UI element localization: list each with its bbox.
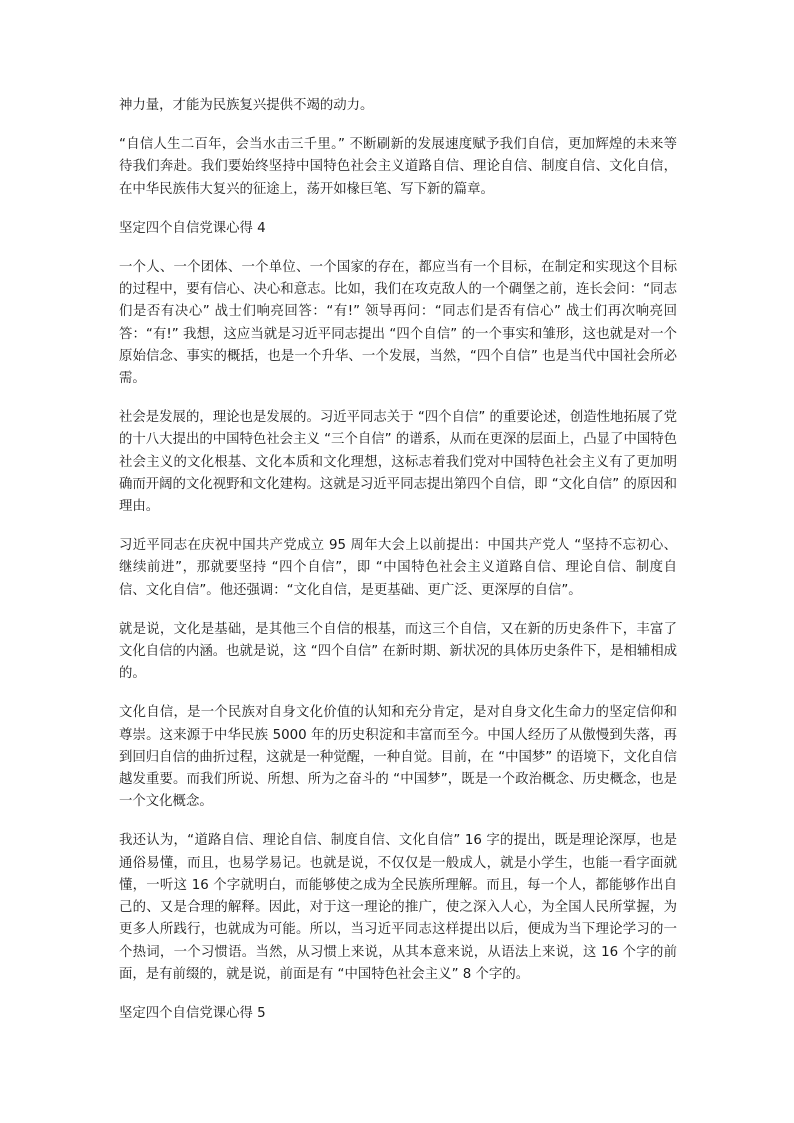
section-heading-4: 坚定四个自信党课心得 4 — [119, 220, 266, 236]
document-body — [119, 95, 677, 1042]
section-heading-5: 坚定四个自信党课心得 5 — [119, 1005, 266, 1021]
paragraph-6: 就是说，文化是基础，是其他三个自信的根基，而这三个自信，又在新的历史条件下，丰富了文化自信的内涵。也就是说，这 “四个自信” 在新时期、新状况的具体历史条件下，是相辅相成的。 — [119, 621, 678, 682]
paragraph-2: “自信人生二百年，会当水击三千里。” 不断刷新的发展速度赋予我们自信，更加辉煌的未来等待我们奔赴。我们要始终坚持中国特色社会主义道路自信、理论自信、制度自信、文化自信，在中华民族伟大复兴的征途上，荡开如椽巨笔、写下新的篇章。 — [119, 137, 677, 197]
paragraph-1: 神力量，才能为民族复兴提供不竭的动力。 — [119, 98, 374, 113]
paragraph-4: 社会是发展的，理论也是发展的。习近平同志关于 “四个自信” 的重要论述，创造性地拓展了党的十八大提出的中国特色社会主义 “三个自信” 的谱系，从而在更深的层面上，凸显了中国特色社会主义的文化根基、文化本质和文化理想，这标志着我们党对中国特色社会主义有了更加明确而开阔的文化视野和文化建构。这就是习近平同志提出第四个自信，即 “文化自信” 的原因和理由。 — [119, 410, 678, 515]
paragraph-8: 我还认为，“道路自信、理论自信、制度自信、文化自信” 16 字的提出，既是理论深厚，也是通俗易懂，而且，也易学易记。也就是说，不仅仅是一般成人，就是小学生，也能一看字面就懂，一听这 16 个字就明白，而能够使之成为全民族所理解。而且，每一个人，都能够作出自己的、又是合理的解释。因此，对于这一理论的推广，使之深入人心，为全国人民所掌握，为更多人所践行，也就成为可能。所以，当习近平同志这样提出以后，便成为当下理论学习的一个热词，一个习惯语。当然，从习惯上来说，从其本意来说，从语法上来说，这 16 个字的前面，是有前缀的，就是说，前面是有 “中国特色社会主义” 8 个字的。 — [119, 833, 677, 982]
paragraph-7: 文化自信，是一个民族对自身文化价值的认知和充分肯定，是对自身文化生命力的坚定信仰和尊崇。这来源于中华民族 5000 年的历史积淀和丰富而至今。中国人经历了从傲慢到失落，再到回归自信的曲折过程，这就是一种觉醒，一种自觉。目前，在 “中国梦” 的语境下，文化自信越发重要。而我们所说、所想、所为之奋斗的 “中国梦”，既是一个政治概念、历史概念，也是一个文化概念。 — [119, 705, 678, 810]
paragraph-3: 一个人、一个团体、一个单位、一个国家的存在，都应当有一个目标，在制定和实现这个目标的过程中，要有信心、决心和意志。比如，我们在攻克敌人的一个碉堡之前，连长会问：“同志们是否有决心” 战士们响亮回答：“有!” 领导再问：“同志们是否有信心” 战士们再次响亮回答：“有!” 我想，这应当就是习近平同志提出 “四个自信” 的一个事实和雏形，这也就是对一个原始信念、事实的概括，也是一个升华、一个发展，当然，“四个自信” 也是当代中国社会所必需。 — [119, 260, 677, 387]
paragraph-5: 习近平同志在庆祝中国共产党成立 95 周年大会上以前提出：中国共产党人 “坚持不忘初心、继续前进”，那就要坚持 “四个自信”，即 “中国特色社会主义道路自信、理论自信、制度自信、文化自信”。他还强调：“文化自信，是更基础、更广泛、更深厚的自信”。 — [119, 538, 677, 598]
